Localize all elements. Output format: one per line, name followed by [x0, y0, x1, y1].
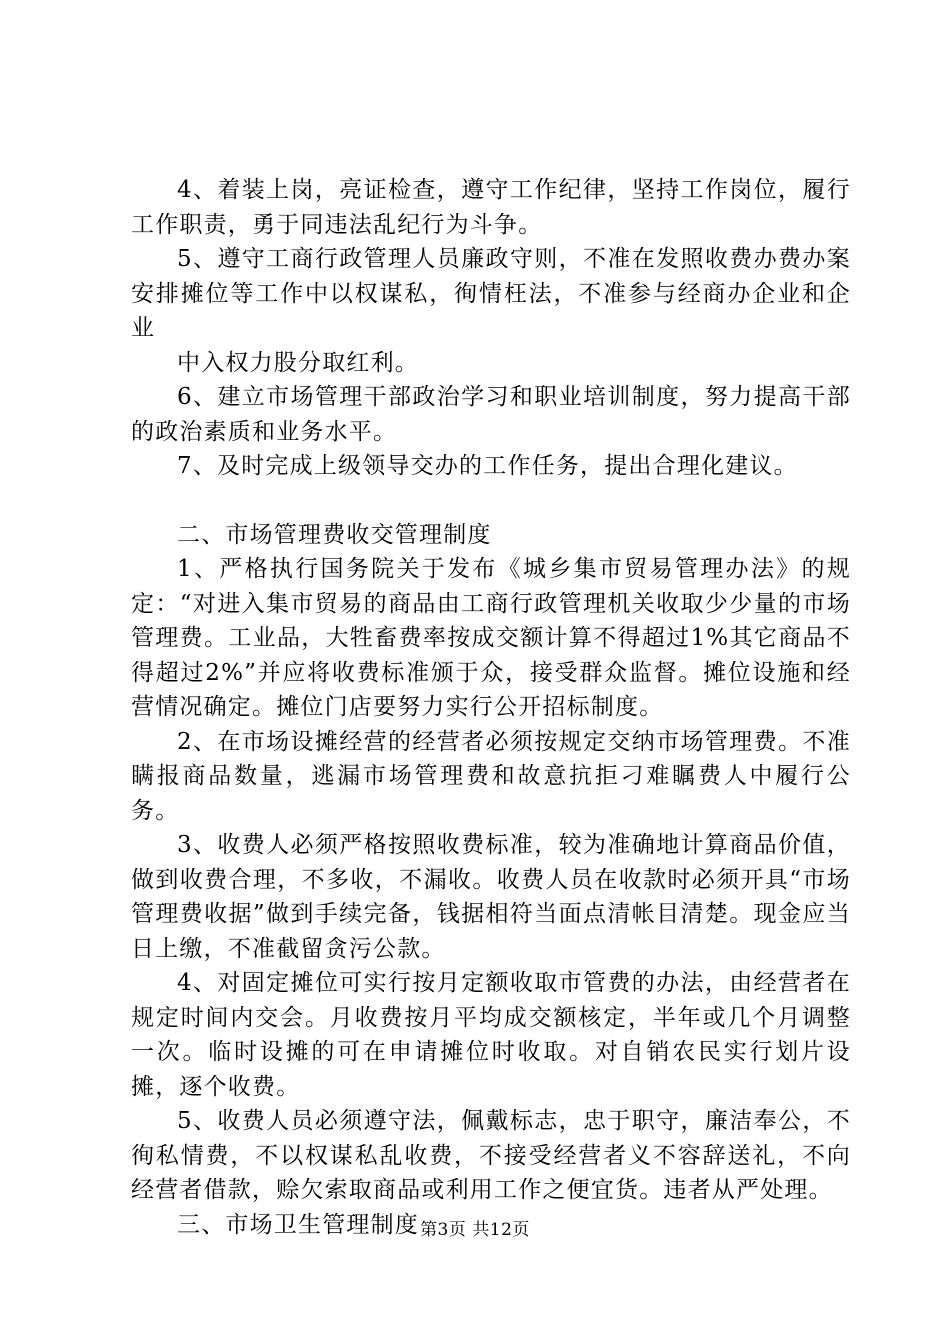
paragraph: 4、着装上岗，亮证检查，遵守工作纪律，坚持工作岗位，履行工作职责，勇于同违法乱纪行为斗争。: [131, 177, 851, 238]
document-body: [131, 173, 851, 1242]
paragraph: 2、在市场设摊经营的经营者必须按规定交纳市场管理费。不准瞒报商品数量，逃漏市场管理费和故意抗拒刁难瞩费人中履行公务。: [131, 728, 851, 824]
section-heading: 三、市场卫生管理制度: [177, 1211, 419, 1238]
paragraph: 7、及时完成上级领导交办的工作任务，提出合理化建议。: [177, 453, 798, 479]
paragraph-gap: [131, 484, 851, 518]
paragraph: 中入权力股分取红利。: [177, 349, 419, 376]
section-heading: 二、市场管理费收交管理制度: [177, 521, 492, 548]
paragraph: 5、遵守工商行政管理人员廉政守则，不准在发照收费办费办案安排摊位等工作中以权谋私，徇情枉法，不准参与经商办企业和企业: [131, 246, 851, 341]
page-number: 第3页 共12页: [420, 1220, 530, 1240]
paragraph: 4、对固定摊位可实行按月定额收取市管费的办法，由经营者在规定时间内交会。月收费按月平均成交额核定，半年或几个月调整一次。临时设摊的可在申请摊位时收取。对自销农民实行划片设摊，逐个收费。: [131, 970, 851, 1100]
paragraph: 3、收费人必须严格按照收费标准，较为准确地计算商品价值，做到收费合理，不多收，不漏收。收费人员在收款时必须开具“市场管理费收据”做到手续完备，钱据相符当面点清帐目清楚。现金应当日上缴，不准截留贪污公款。: [131, 832, 851, 962]
paragraph: 1、严格执行国务院关于发布《城乡集市贸易管理办法》的规定：“对进入集市贸易的商品由工商行政管理机关收取少少量的市场管理费。工业品，大牲畜费率按成交额计算不得超过1%其它商品不得超过2%”并应将收费标准颁于众，接受群众监督。摊位设施和经营情况确定。摊位门店要努力实行公开招标制度。: [131, 556, 851, 720]
paragraph: 5、收费人员必须遵守法，佩戴标志，忠于职守，廉洁奉公，不徇私情费，不以权谋私乱收费，不接受经营者义不容辞送礼，不向经营者借款，赊欠索取商品或利用工作之便宜货。违者从严处理。: [131, 1108, 851, 1203]
paragraph: 6、建立市场管理干部政治学习和职业培训制度，努力提高干部的政治素质和业务水平。: [131, 384, 851, 445]
